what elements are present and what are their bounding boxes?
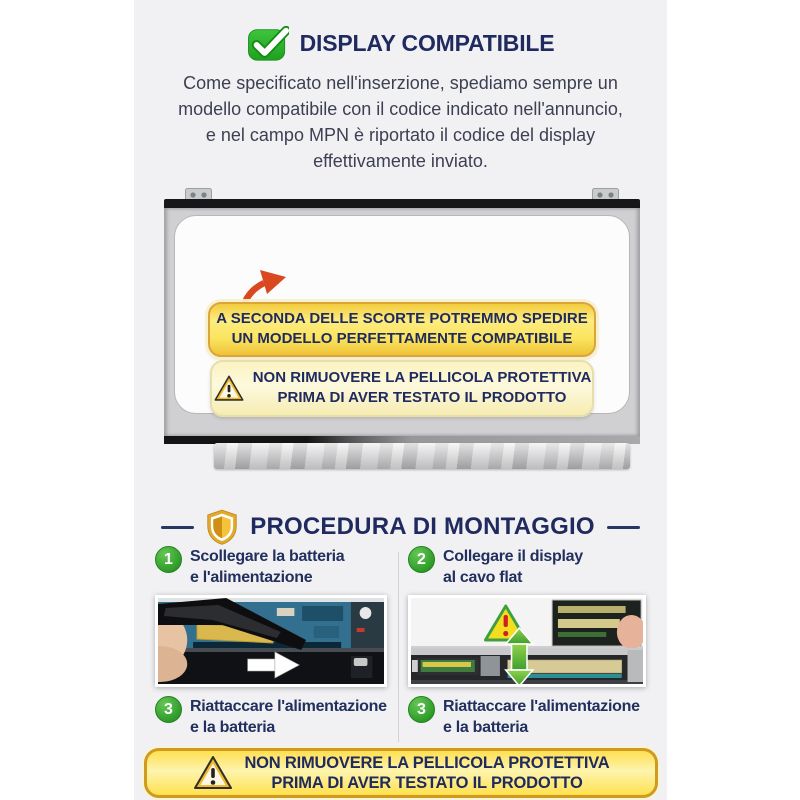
step-text-line: Riattaccare l'alimentazione: [443, 698, 640, 715]
check-icon: [247, 24, 289, 62]
stock-banner-line: UN MODELLO PERFETTAMENTE COMPATIBILE: [231, 330, 573, 347]
step2-photo-connect-flat-cable: [408, 595, 646, 687]
heading-line-right: [607, 526, 640, 529]
step-number-badge: 3: [155, 696, 182, 723]
step-2: [408, 546, 646, 588]
intro-line: modello compatibile con il codice indicato nell'annuncio,: [178, 99, 623, 119]
page-title: DISPLAY COMPATIBILE: [299, 29, 555, 56]
step-text-line: e l'alimentazione: [190, 569, 313, 586]
assembly-steps: [155, 546, 646, 746]
intro-paragraph: [134, 70, 667, 174]
content-column: [134, 0, 667, 800]
steps-column-left: [155, 546, 387, 738]
intro-line: Come specificato nell'inserzione, spediamo sempre un: [183, 73, 618, 93]
header: [134, 24, 667, 62]
lcd-panel-photo: [164, 188, 640, 476]
warning-triangle-icon: [192, 754, 234, 792]
film-warning-banner: [210, 360, 594, 417]
step-number-badge: 1: [155, 546, 182, 573]
film-banner-line: PRIMA DI AVER TESTATO IL PRODOTTO: [277, 389, 567, 406]
step-3-right: [408, 696, 646, 738]
step-text-line: Riattaccare l'alimentazione: [190, 698, 387, 715]
film-banner-line: NON RIMUOVERE LA PELLICOLA PROTETTIVA: [252, 369, 592, 386]
step-3-left: [155, 696, 387, 738]
step-text-line: e la batteria: [190, 719, 276, 736]
intro-line: effettivamente inviato.: [313, 151, 488, 171]
step-text-line: al cavo flat: [443, 569, 523, 586]
step1-photo-disconnect-battery: [155, 595, 387, 687]
shield-icon: [206, 508, 238, 546]
panel-foil-cable: [214, 443, 630, 469]
step-number-badge: 2: [408, 546, 435, 573]
stock-banner-line: A SECONDA DELLE SCORTE POTREMMO SPEDIRE: [216, 310, 588, 327]
column-divider: [398, 552, 399, 742]
steps-column-right: [408, 546, 646, 738]
footer-warning-banner: [144, 748, 658, 798]
step-text-line: Scollegare la batteria: [190, 548, 345, 565]
warning-triangle-icon: [213, 374, 245, 403]
inset-connector-photo: [552, 600, 643, 649]
step-text-line: e la batteria: [443, 719, 529, 736]
panel-top-edge: [164, 199, 640, 208]
procedure-heading: [134, 506, 667, 548]
heading-line-left: [161, 526, 194, 529]
footer-banner-line: NON RIMUOVERE LA PELLICOLA PROTETTIVA: [244, 754, 610, 772]
footer-banner-line: PRIMA DI AVER TESTATO IL PRODOTTO: [271, 774, 583, 792]
step-1: [155, 546, 387, 588]
step-number-badge: 3: [408, 696, 435, 723]
procedure-title: PROCEDURA DI MONTAGGIO: [250, 513, 595, 540]
step-text-line: Collegare il display: [443, 548, 583, 565]
intro-line: e nel campo MPN è riportato il codice del display: [205, 125, 596, 145]
stock-warning-banner: [208, 302, 596, 357]
